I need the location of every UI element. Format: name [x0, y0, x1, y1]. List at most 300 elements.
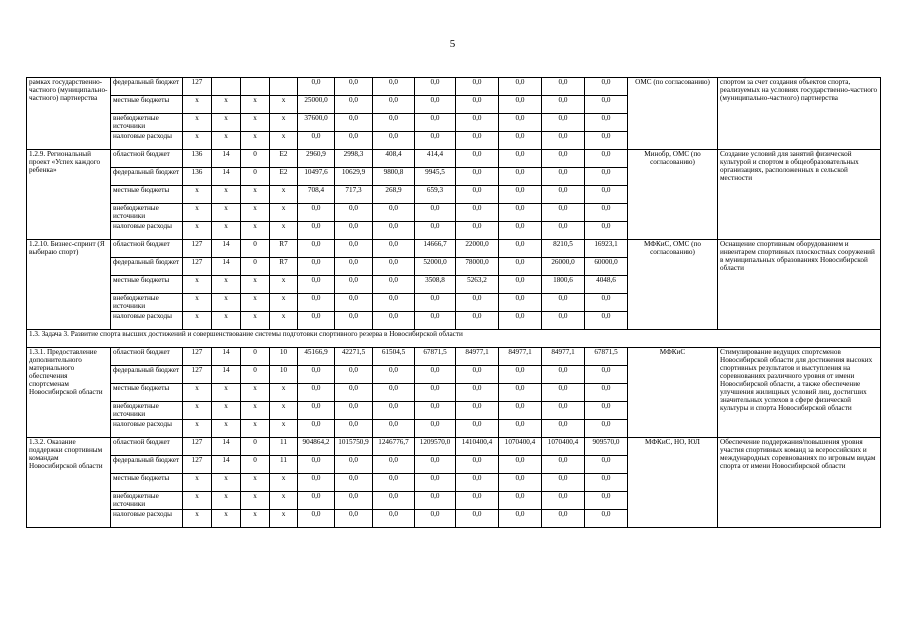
table-row	[27, 78, 881, 96]
amount-cell: 1800,6	[542, 276, 585, 294]
funding-source: налоговые расходы	[111, 132, 183, 150]
amount-cell: 0,0	[298, 366, 335, 384]
budget-code-cell: 0	[241, 240, 270, 258]
amount-cell: 0,0	[298, 420, 335, 438]
amount-cell: 0,0	[298, 384, 335, 402]
budget-code-cell: x	[212, 312, 241, 330]
amount-cell: 0,0	[585, 114, 628, 132]
amount-cell: 0,0	[415, 366, 456, 384]
amount-cell: 5263,2	[456, 276, 499, 294]
budget-code-cell	[212, 78, 241, 96]
amount-cell: 0,0	[542, 492, 585, 510]
amount-cell: 0,0	[456, 132, 499, 150]
amount-cell: 0,0	[373, 276, 415, 294]
amount-cell: 0,0	[373, 132, 415, 150]
budget-code-cell: x	[183, 222, 212, 240]
amount-cell: 0,0	[456, 510, 499, 528]
budget-code-cell: x	[270, 384, 298, 402]
funding-source: налоговые расходы	[111, 222, 183, 240]
amount-cell: 0,0	[456, 294, 499, 312]
budget-code-cell: 0	[241, 150, 270, 168]
amount-cell: 0,0	[456, 312, 499, 330]
budget-code-cell: x	[183, 384, 212, 402]
amount-cell: 0,0	[335, 222, 373, 240]
amount-cell: 0,0	[298, 456, 335, 474]
amount-cell: 78000,0	[456, 258, 499, 276]
funding-source: внебюджетные источники	[111, 114, 183, 132]
budget-code-cell: x	[270, 294, 298, 312]
measure-name: 1.3.1. Предоставление дополнительного материального обеспечения спортсменам Новосибирской области	[27, 348, 111, 438]
amount-cell: 1070400,4	[542, 438, 585, 456]
expected-result: Создание условий для занятий физической культурой и спортом в общеобразовательных организациях, расположенных в сельской местности	[718, 150, 881, 240]
budget-code-cell: x	[270, 276, 298, 294]
budget-code-cell: x	[270, 474, 298, 492]
budget-code-cell: x	[212, 402, 241, 420]
amount-cell: 2960,9	[298, 150, 335, 168]
amount-cell: 0,0	[373, 402, 415, 420]
amount-cell: 0,0	[373, 294, 415, 312]
amount-cell: 0,0	[456, 402, 499, 420]
amount-cell: 0,0	[542, 150, 585, 168]
task-row	[27, 330, 881, 348]
amount-cell: 10629,9	[335, 168, 373, 186]
amount-cell: 84977,1	[456, 348, 499, 366]
amount-cell: 659,3	[415, 186, 456, 204]
executor: Минобр, ОМС (по согласованию)	[628, 150, 718, 240]
amount-cell: 3508,8	[415, 276, 456, 294]
amount-cell: 0,0	[499, 150, 542, 168]
amount-cell: 0,0	[373, 384, 415, 402]
executor: МФКиС, ОМС (по согласованию)	[628, 240, 718, 330]
table-row	[27, 348, 881, 366]
budget-code-cell: 136	[183, 150, 212, 168]
budget-code-cell: x	[270, 312, 298, 330]
amount-cell: 0,0	[499, 402, 542, 420]
amount-cell: 0,0	[542, 222, 585, 240]
amount-cell: 0,0	[298, 276, 335, 294]
budget-code-cell: x	[241, 204, 270, 222]
amount-cell: 0,0	[298, 294, 335, 312]
budget-code-cell	[270, 78, 298, 96]
budget-code-cell: 127	[183, 456, 212, 474]
amount-cell: 0,0	[542, 168, 585, 186]
budget-code-cell: 127	[183, 348, 212, 366]
amount-cell: 0,0	[499, 474, 542, 492]
amount-cell: 0,0	[585, 186, 628, 204]
budget-code-cell: x	[270, 96, 298, 114]
amount-cell: 0,0	[456, 168, 499, 186]
amount-cell: 26000,0	[542, 258, 585, 276]
amount-cell: 9945,5	[415, 168, 456, 186]
amount-cell: 0,0	[585, 510, 628, 528]
amount-cell: 909570,0	[585, 438, 628, 456]
budget-code-cell: x	[270, 114, 298, 132]
amount-cell: 0,0	[499, 420, 542, 438]
budget-code-cell: 14	[212, 366, 241, 384]
amount-cell: 0,0	[298, 402, 335, 420]
amount-cell: 0,0	[499, 510, 542, 528]
amount-cell: 0,0	[415, 222, 456, 240]
amount-cell: 0,0	[499, 384, 542, 402]
budget-code-cell: x	[183, 474, 212, 492]
budget-code-cell: x	[212, 510, 241, 528]
table-row	[27, 150, 881, 168]
amount-cell: 0,0	[298, 474, 335, 492]
funding-source: федеральный бюджет	[111, 366, 183, 384]
amount-cell: 9800,8	[373, 168, 415, 186]
amount-cell: 0,0	[373, 312, 415, 330]
budget-code-cell: x	[270, 402, 298, 420]
funding-source: налоговые расходы	[111, 510, 183, 528]
budget-code-cell: x	[183, 312, 212, 330]
amount-cell: 0,0	[298, 312, 335, 330]
amount-cell: 0,0	[499, 258, 542, 276]
amount-cell: 0,0	[542, 384, 585, 402]
budget-code-cell: x	[270, 204, 298, 222]
amount-cell: 0,0	[542, 366, 585, 384]
amount-cell: 0,0	[542, 132, 585, 150]
budget-code-cell: x	[212, 186, 241, 204]
amount-cell: 42271,5	[335, 348, 373, 366]
budget-code-cell: 0	[241, 258, 270, 276]
amount-cell: 0,0	[373, 474, 415, 492]
amount-cell: 0,0	[585, 492, 628, 510]
budget-code-cell: E2	[270, 150, 298, 168]
budget-code-cell: 127	[183, 366, 212, 384]
amount-cell: 0,0	[499, 366, 542, 384]
amount-cell: 37600,0	[298, 114, 335, 132]
table-row	[27, 240, 881, 258]
budget-code-cell: 11	[270, 438, 298, 456]
amount-cell: 0,0	[499, 186, 542, 204]
amount-cell: 0,0	[585, 168, 628, 186]
funding-source: местные бюджеты	[111, 96, 183, 114]
amount-cell: 0,0	[456, 186, 499, 204]
amount-cell: 0,0	[298, 510, 335, 528]
budget-code-cell: 10	[270, 366, 298, 384]
budget-code-cell: x	[212, 132, 241, 150]
amount-cell: 0,0	[456, 204, 499, 222]
amount-cell: 0,0	[298, 222, 335, 240]
amount-cell: 0,0	[335, 420, 373, 438]
funding-source: федеральный бюджет	[111, 168, 183, 186]
amount-cell: 0,0	[499, 168, 542, 186]
amount-cell: 0,0	[585, 150, 628, 168]
budget-code-cell: x	[183, 96, 212, 114]
amount-cell: 0,0	[456, 78, 499, 96]
budget-code-cell: x	[241, 114, 270, 132]
amount-cell: 0,0	[585, 204, 628, 222]
amount-cell: 0,0	[335, 78, 373, 96]
budget-code-cell: 127	[183, 258, 212, 276]
amount-cell: 60000,0	[585, 258, 628, 276]
measure-name: рамках государственно-частного (муниципально-частного) партнерства	[27, 78, 111, 150]
amount-cell: 0,0	[499, 114, 542, 132]
amount-cell: 0,0	[415, 204, 456, 222]
amount-cell: 0,0	[415, 132, 456, 150]
budget-code-cell: x	[183, 402, 212, 420]
amount-cell: 0,0	[456, 456, 499, 474]
amount-cell: 0,0	[335, 402, 373, 420]
amount-cell: 1015750,9	[335, 438, 373, 456]
funding-source: налоговые расходы	[111, 312, 183, 330]
amount-cell: 0,0	[415, 78, 456, 96]
measure-name: 1.2.9. Региональный проект «Успех каждого ребенка»	[27, 150, 111, 240]
expected-result: спортом за счет создания объектов спорта, реализуемых на условиях государственно-частного (муниципально-частного) партнерства	[718, 78, 881, 150]
amount-cell: 0,0	[335, 204, 373, 222]
amount-cell: 0,0	[456, 474, 499, 492]
funding-source: областной бюджет	[111, 150, 183, 168]
amount-cell: 84977,1	[542, 348, 585, 366]
amount-cell: 0,0	[585, 402, 628, 420]
funding-source: внебюджетные источники	[111, 204, 183, 222]
amount-cell: 1410400,4	[456, 438, 499, 456]
amount-cell: 0,0	[456, 492, 499, 510]
budget-code-cell: x	[212, 114, 241, 132]
budget-code-cell: 136	[183, 168, 212, 186]
budget-code-cell	[241, 78, 270, 96]
amount-cell: 0,0	[373, 204, 415, 222]
funding-source: внебюджетные источники	[111, 294, 183, 312]
budget-table	[26, 77, 881, 528]
amount-cell: 0,0	[499, 240, 542, 258]
budget-code-cell: x	[183, 420, 212, 438]
amount-cell: 0,0	[542, 312, 585, 330]
amount-cell: 0,0	[373, 420, 415, 438]
amount-cell: 0,0	[585, 96, 628, 114]
amount-cell: 0,0	[415, 492, 456, 510]
amount-cell: 0,0	[456, 384, 499, 402]
budget-code-cell: x	[183, 132, 212, 150]
amount-cell: 0,0	[335, 492, 373, 510]
budget-code-cell: 0	[241, 438, 270, 456]
budget-code-cell: x	[241, 420, 270, 438]
budget-code-cell: 0	[241, 456, 270, 474]
amount-cell: 0,0	[585, 294, 628, 312]
amount-cell: 0,0	[499, 312, 542, 330]
amount-cell: 25000,0	[298, 96, 335, 114]
funding-source: областной бюджет	[111, 240, 183, 258]
amount-cell: 0,0	[335, 384, 373, 402]
expected-result: Оснащение спортивным оборудованием и инвентарем спортивных плоскостных сооружений в муниципальных образованиях Новосибирской области	[718, 240, 881, 330]
amount-cell: 0,0	[585, 474, 628, 492]
amount-cell: 4048,6	[585, 276, 628, 294]
amount-cell: 708,4	[298, 186, 335, 204]
amount-cell: 0,0	[456, 114, 499, 132]
funding-source: местные бюджеты	[111, 186, 183, 204]
budget-code-cell: x	[241, 186, 270, 204]
budget-code-cell: x	[183, 510, 212, 528]
amount-cell: 717,3	[335, 186, 373, 204]
amount-cell: 0,0	[542, 114, 585, 132]
amount-cell: 0,0	[456, 96, 499, 114]
amount-cell: 0,0	[335, 258, 373, 276]
amount-cell: 0,0	[499, 276, 542, 294]
budget-code-cell: x	[270, 132, 298, 150]
funding-source: местные бюджеты	[111, 474, 183, 492]
amount-cell: 0,0	[542, 402, 585, 420]
amount-cell: 0,0	[373, 492, 415, 510]
amount-cell: 16923,1	[585, 240, 628, 258]
budget-code-cell: 14	[212, 438, 241, 456]
amount-cell: 0,0	[373, 96, 415, 114]
budget-code-cell: x	[212, 384, 241, 402]
page-number: 5	[449, 38, 456, 50]
amount-cell: 1246776,7	[373, 438, 415, 456]
budget-code-cell: x	[212, 204, 241, 222]
budget-code-cell: x	[183, 114, 212, 132]
amount-cell: 0,0	[499, 204, 542, 222]
budget-code-cell: 14	[212, 258, 241, 276]
amount-cell: 0,0	[585, 456, 628, 474]
amount-cell: 0,0	[298, 204, 335, 222]
amount-cell: 0,0	[585, 222, 628, 240]
funding-source: федеральный бюджет	[111, 456, 183, 474]
executor: МФКиС	[628, 348, 718, 438]
amount-cell: 0,0	[456, 420, 499, 438]
amount-cell: 0,0	[542, 294, 585, 312]
task-heading: 1.3. Задача 3. Развитие спорта высших достижений и совершенствование системы подготовки спортивного резерва в Новосибирской области	[27, 330, 881, 348]
table-row	[27, 438, 881, 456]
budget-code-cell: x	[241, 276, 270, 294]
amount-cell: 0,0	[335, 132, 373, 150]
amount-cell: 0,0	[585, 366, 628, 384]
amount-cell: 0,0	[585, 132, 628, 150]
budget-code-cell: 0	[241, 348, 270, 366]
funding-source: внебюджетные источники	[111, 492, 183, 510]
amount-cell: 22000,0	[456, 240, 499, 258]
amount-cell: 0,0	[298, 492, 335, 510]
amount-cell: 268,9	[373, 186, 415, 204]
amount-cell: 8210,5	[542, 240, 585, 258]
budget-code-cell: x	[270, 510, 298, 528]
amount-cell: 0,0	[499, 132, 542, 150]
amount-cell: 0,0	[373, 258, 415, 276]
amount-cell: 0,0	[415, 510, 456, 528]
amount-cell: 61504,5	[373, 348, 415, 366]
amount-cell: 0,0	[335, 276, 373, 294]
budget-code-cell: x	[270, 222, 298, 240]
budget-code-cell: x	[241, 474, 270, 492]
amount-cell: 0,0	[335, 366, 373, 384]
amount-cell: 0,0	[373, 366, 415, 384]
budget-code-cell: x	[241, 492, 270, 510]
amount-cell: 0,0	[542, 204, 585, 222]
budget-code-cell: 0	[241, 366, 270, 384]
funding-source: местные бюджеты	[111, 384, 183, 402]
amount-cell: 0,0	[335, 510, 373, 528]
amount-cell: 0,0	[415, 456, 456, 474]
amount-cell: 0,0	[499, 96, 542, 114]
budget-code-cell: x	[183, 492, 212, 510]
funding-source: местные бюджеты	[111, 276, 183, 294]
amount-cell: 52000,0	[415, 258, 456, 276]
amount-cell: 0,0	[542, 420, 585, 438]
budget-code-cell: R7	[270, 258, 298, 276]
amount-cell: 2998,3	[335, 150, 373, 168]
amount-cell: 0,0	[373, 456, 415, 474]
budget-code-cell: x	[212, 294, 241, 312]
amount-cell: 10497,6	[298, 168, 335, 186]
budget-code-cell: 11	[270, 456, 298, 474]
budget-code-cell: 10	[270, 348, 298, 366]
amount-cell: 0,0	[456, 222, 499, 240]
amount-cell: 0,0	[335, 456, 373, 474]
amount-cell: 0,0	[585, 420, 628, 438]
funding-source: федеральный бюджет	[111, 78, 183, 96]
budget-code-cell: x	[241, 96, 270, 114]
amount-cell: 0,0	[335, 96, 373, 114]
budget-code-cell: x	[212, 492, 241, 510]
funding-source: федеральный бюджет	[111, 258, 183, 276]
funding-source: областной бюджет	[111, 348, 183, 366]
budget-code-cell: x	[212, 96, 241, 114]
amount-cell: 0,0	[298, 258, 335, 276]
amount-cell: 0,0	[298, 132, 335, 150]
amount-cell: 0,0	[298, 78, 335, 96]
amount-cell: 0,0	[373, 510, 415, 528]
expected-result: Стимулирование ведущих спортсменов Новосибирской области для достижения высоких спортивных результатов и выступления на соревнованиях различного уровня от имени Новосибирской области, а также обеспечение улучшения жилищных условий лиц, достигших значительных успехов в сфере физической культуры и спорта Новосибирской области	[718, 348, 881, 438]
budget-code-cell: 14	[212, 240, 241, 258]
amount-cell: 1070400,4	[499, 438, 542, 456]
amount-cell: 0,0	[335, 474, 373, 492]
amount-cell: 0,0	[415, 294, 456, 312]
budget-code-cell: R7	[270, 240, 298, 258]
amount-cell: 0,0	[415, 402, 456, 420]
expected-result: Обеспечение поддержания/повышения уровня участия спортивных команд за всероссийских и международных соревнованиях по игровым видам спорта от имени Новосибирской области	[718, 438, 881, 528]
budget-code-cell: x	[183, 186, 212, 204]
amount-cell: 0,0	[415, 474, 456, 492]
funding-source: внебюджетные источники	[111, 402, 183, 420]
budget-code-cell: x	[270, 420, 298, 438]
budget-code-cell: 14	[212, 456, 241, 474]
amount-cell: 0,0	[298, 240, 335, 258]
funding-source: налоговые расходы	[111, 420, 183, 438]
amount-cell: 0,0	[415, 420, 456, 438]
budget-code-cell: x	[241, 384, 270, 402]
budget-code-cell: x	[212, 474, 241, 492]
budget-code-cell: x	[241, 312, 270, 330]
amount-cell: 0,0	[499, 294, 542, 312]
amount-cell: 67871,5	[415, 348, 456, 366]
budget-code-cell: 14	[212, 348, 241, 366]
amount-cell: 0,0	[373, 114, 415, 132]
budget-code-cell: x	[183, 276, 212, 294]
amount-cell: 14666,7	[415, 240, 456, 258]
amount-cell: 0,0	[585, 384, 628, 402]
executor: МФКиС, НО, ЮЛ	[628, 438, 718, 528]
amount-cell: 0,0	[456, 366, 499, 384]
amount-cell: 414,4	[415, 150, 456, 168]
amount-cell: 904864,2	[298, 438, 335, 456]
amount-cell: 0,0	[542, 78, 585, 96]
budget-code-cell: x	[183, 294, 212, 312]
amount-cell: 84977,1	[499, 348, 542, 366]
budget-code-cell: 14	[212, 168, 241, 186]
amount-cell: 0,0	[373, 240, 415, 258]
budget-code-cell: x	[241, 222, 270, 240]
amount-cell: 0,0	[542, 186, 585, 204]
amount-cell: 0,0	[335, 240, 373, 258]
amount-cell: 1209570,0	[415, 438, 456, 456]
amount-cell: 0,0	[415, 384, 456, 402]
amount-cell: 0,0	[542, 510, 585, 528]
amount-cell: 0,0	[499, 456, 542, 474]
funding-source: областной бюджет	[111, 438, 183, 456]
amount-cell: 0,0	[499, 492, 542, 510]
amount-cell: 0,0	[335, 114, 373, 132]
amount-cell: 0,0	[499, 222, 542, 240]
